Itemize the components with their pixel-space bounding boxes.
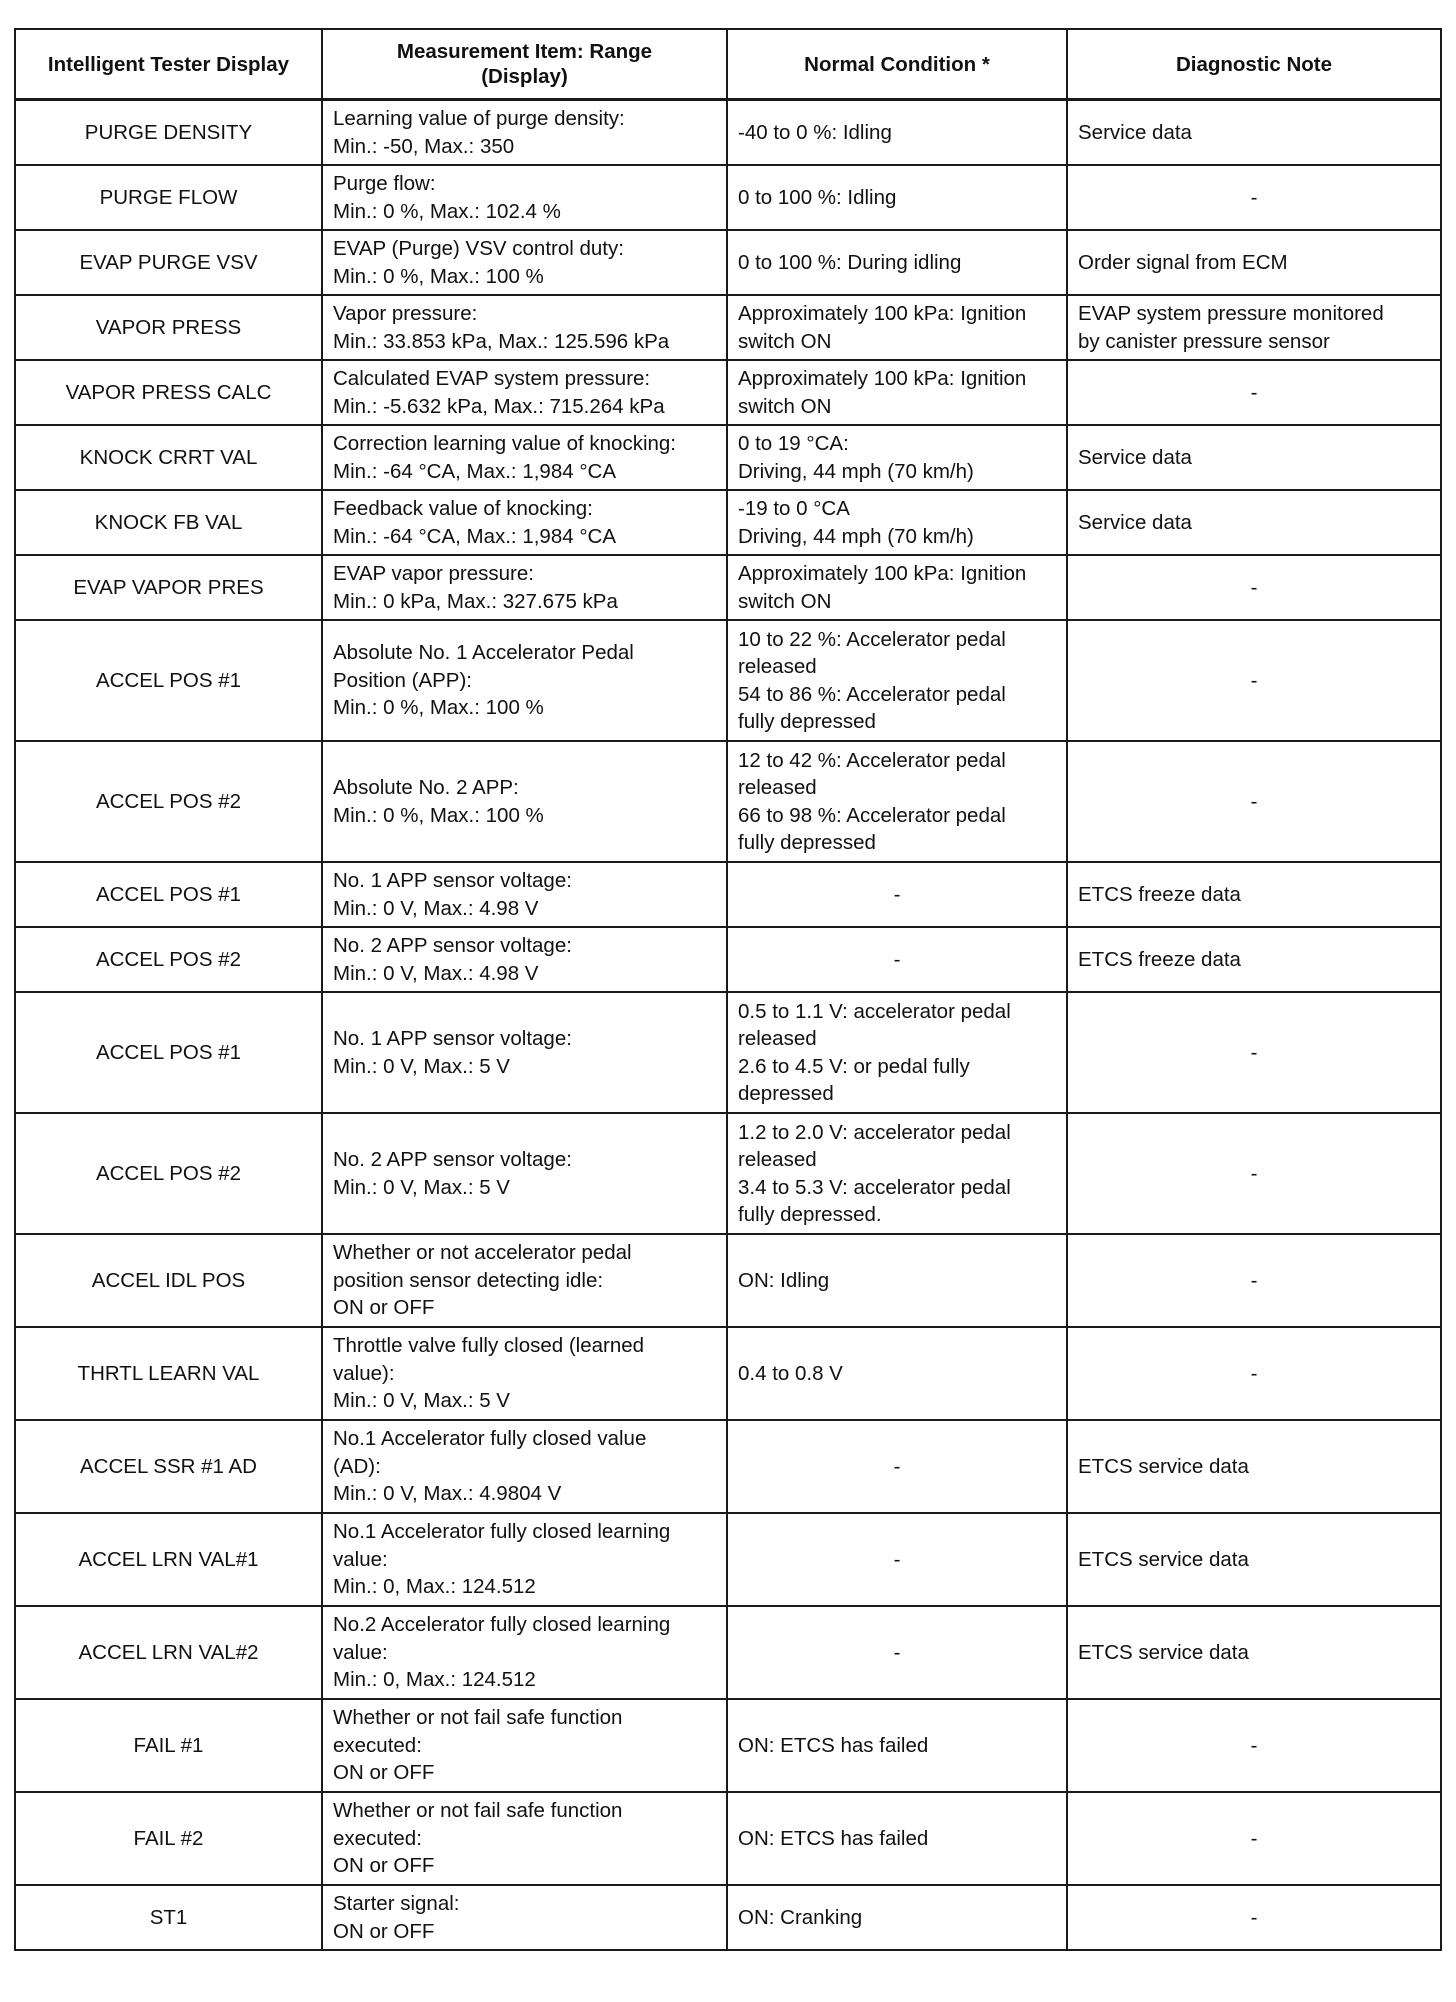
cell-measurement-line: No. 2 APP sensor voltage: — [333, 1148, 572, 1171]
cell-diagnostic-note — [1067, 1234, 1441, 1327]
cell-display: EVAP PURGE VSV — [15, 230, 322, 295]
cell-normal-condition — [727, 927, 1067, 992]
cell-display: FAIL #2 — [15, 1792, 322, 1885]
cell-display: FAIL #1 — [15, 1699, 322, 1792]
cell-measurement-line: Correction learning value of knocking: — [333, 432, 676, 455]
cell-diagnostic-note — [1067, 741, 1441, 862]
cell-normal-condition-line: - — [893, 1640, 901, 1664]
cell-display: EVAP VAPOR PRES — [15, 555, 322, 620]
cell-diagnostic-note — [1067, 992, 1441, 1113]
cell-diagnostic-note — [1067, 1327, 1441, 1420]
cell-measurement — [322, 1792, 727, 1885]
cell-measurement-line: Min.: 0, Max.: 124.512 — [333, 1668, 536, 1692]
cell-normal-condition-line: fully depressed — [738, 710, 876, 733]
cell-measurement-line: position sensor detecting idle: — [333, 1268, 604, 1292]
cell-diagnostic-note-line: EVAP system pressure monitored — [1078, 302, 1384, 325]
table-row — [15, 360, 1441, 425]
cell-measurement-line: No. 2 APP sensor voltage: — [333, 934, 572, 957]
table-row — [15, 1885, 1441, 1950]
table-body — [15, 100, 1441, 1951]
cell-normal-condition-line: 0.4 to 0.8 V — [738, 1361, 843, 1385]
cell-measurement — [322, 741, 727, 862]
cell-normal-condition — [727, 992, 1067, 1113]
cell-diagnostic-note — [1067, 100, 1441, 166]
data-list-table — [14, 28, 1442, 1951]
cell-measurement — [322, 862, 727, 927]
cell-normal-condition-line: Approximately 100 kPa: Ignition — [738, 562, 1027, 585]
cell-diagnostic-note — [1067, 1113, 1441, 1234]
cell-normal-condition-line: ON: ETCS has failed — [738, 1733, 929, 1757]
cell-measurement-line: Min.: -64 °CA, Max.: 1,984 °CA — [333, 459, 616, 483]
cell-measurement-line: Min.: 0 kPa, Max.: 327.675 kPa — [333, 589, 618, 613]
cell-diagnostic-note-line: by canister pressure sensor — [1078, 329, 1330, 353]
table-row — [15, 1113, 1441, 1234]
cell-normal-condition-line: 12 to 42 %: Accelerator pedal — [738, 748, 1006, 772]
cell-normal-condition-line: switch ON — [738, 394, 832, 418]
cell-measurement — [322, 1699, 727, 1792]
cell-measurement-line: Vapor pressure: — [333, 302, 478, 325]
cell-normal-condition-line: Driving, 44 mph (70 km/h) — [738, 459, 974, 483]
cell-normal-condition-line: - — [893, 882, 901, 906]
cell-measurement-line: No. 1 APP sensor voltage: — [333, 1027, 572, 1050]
cell-normal-condition-line: - — [893, 947, 901, 971]
cell-normal-condition — [727, 1513, 1067, 1606]
cell-normal-condition — [727, 165, 1067, 230]
cell-measurement-line: ON or OFF — [333, 1761, 435, 1785]
cell-diagnostic-note — [1067, 1513, 1441, 1606]
cell-normal-condition-line: fully depressed — [738, 831, 876, 854]
cell-measurement-line: Min.: 0 %, Max.: 100 % — [333, 803, 544, 827]
cell-normal-condition-line: Driving, 44 mph (70 km/h) — [738, 524, 974, 548]
cell-diagnostic-note-line: - — [1250, 1733, 1258, 1757]
table-row — [15, 1792, 1441, 1885]
cell-measurement — [322, 295, 727, 360]
cell-measurement-line: Min.: 33.853 kPa, Max.: 125.596 kPa — [333, 329, 670, 353]
table-row — [15, 490, 1441, 555]
cell-measurement-line: Min.: 0 V, Max.: 5 V — [333, 1054, 510, 1078]
cell-normal-condition-line: released — [738, 1148, 817, 1171]
cell-display: ACCEL POS #2 — [15, 1113, 322, 1234]
cell-measurement-line: executed: — [333, 1826, 422, 1850]
table-row — [15, 620, 1441, 741]
cell-measurement-line: Calculated EVAP system pressure: — [333, 367, 651, 390]
cell-diagnostic-note — [1067, 1792, 1441, 1885]
cell-display: ACCEL LRN VAL#1 — [15, 1513, 322, 1606]
cell-measurement-line: Min.: 0 V, Max.: 4.9804 V — [333, 1482, 562, 1506]
cell-measurement-line: EVAP vapor pressure: — [333, 562, 534, 585]
cell-display: PURGE DENSITY — [15, 100, 322, 166]
cell-measurement-line: Min.: 0 %, Max.: 102.4 % — [333, 199, 561, 223]
cell-diagnostic-note-line: - — [1250, 1905, 1258, 1929]
cell-normal-condition-line: 0 to 100 %: Idling — [738, 185, 897, 209]
cell-display: ACCEL POS #1 — [15, 620, 322, 741]
header-display: Intelligent Tester Display — [15, 29, 322, 100]
cell-normal-condition-line: released — [738, 776, 817, 799]
cell-diagnostic-note — [1067, 927, 1441, 992]
cell-measurement-line: (AD): — [333, 1454, 381, 1478]
cell-measurement-line: Learning value of purge density: — [333, 107, 625, 130]
cell-display: ACCEL SSR #1 AD — [15, 1420, 322, 1513]
cell-measurement-line: value: — [333, 1547, 388, 1571]
cell-diagnostic-note-line: - — [1250, 1161, 1258, 1185]
cell-measurement-line: Feedback value of knocking: — [333, 497, 593, 520]
cell-measurement-line: ON or OFF — [333, 1919, 435, 1943]
cell-measurement-line: ON or OFF — [333, 1296, 435, 1320]
table-row — [15, 100, 1441, 166]
cell-measurement-line: Whether or not accelerator pedal — [333, 1241, 632, 1265]
cell-display: ST1 — [15, 1885, 322, 1950]
cell-measurement — [322, 1113, 727, 1234]
cell-diagnostic-note-line: Service data — [1078, 120, 1192, 144]
cell-normal-condition — [727, 555, 1067, 620]
cell-normal-condition-line: released — [738, 1027, 817, 1050]
cell-normal-condition-line: ON: Cranking — [738, 1905, 863, 1929]
cell-measurement — [322, 1327, 727, 1420]
cell-display: THRTL LEARN VAL — [15, 1327, 322, 1420]
cell-measurement-line: Whether or not fail safe function — [333, 1799, 623, 1823]
cell-measurement-line: Min.: 0 %, Max.: 100 % — [333, 264, 544, 288]
cell-measurement-line: Min.: 0 V, Max.: 5 V — [333, 1389, 510, 1413]
cell-normal-condition — [727, 1606, 1067, 1699]
cell-diagnostic-note-line: ETCS freeze data — [1078, 947, 1241, 971]
cell-normal-condition — [727, 425, 1067, 490]
cell-normal-condition — [727, 230, 1067, 295]
table-row — [15, 1606, 1441, 1699]
cell-display: ACCEL POS #2 — [15, 927, 322, 992]
cell-diagnostic-note-line: - — [1250, 380, 1258, 404]
cell-diagnostic-note-line: Order signal from ECM — [1078, 250, 1288, 274]
cell-normal-condition-line: - — [893, 1454, 901, 1478]
cell-normal-condition-line: Approximately 100 kPa: Ignition — [738, 367, 1027, 390]
cell-measurement-line: value): — [333, 1361, 395, 1385]
cell-normal-condition — [727, 1792, 1067, 1885]
table-row — [15, 555, 1441, 620]
cell-measurement-line: Min.: 0 %, Max.: 100 % — [333, 696, 544, 720]
cell-display: KNOCK CRRT VAL — [15, 425, 322, 490]
cell-measurement-line: executed: — [333, 1733, 422, 1757]
cell-diagnostic-note-line: Service data — [1078, 510, 1192, 534]
table-row — [15, 295, 1441, 360]
cell-diagnostic-note-line: - — [1250, 1826, 1258, 1850]
cell-measurement — [322, 425, 727, 490]
cell-measurement — [322, 230, 727, 295]
cell-measurement-line: Starter signal: — [333, 1892, 460, 1915]
cell-normal-condition-line: 1.2 to 2.0 V: accelerator pedal — [738, 1120, 1011, 1144]
cell-measurement — [322, 360, 727, 425]
cell-normal-condition-line: 2.6 to 4.5 V: or pedal fully — [738, 1054, 970, 1078]
cell-normal-condition-line: fully depressed. — [738, 1203, 882, 1226]
cell-measurement-line: value: — [333, 1640, 388, 1664]
cell-diagnostic-note — [1067, 1420, 1441, 1513]
cell-diagnostic-note — [1067, 555, 1441, 620]
cell-measurement — [322, 1420, 727, 1513]
cell-diagnostic-note — [1067, 295, 1441, 360]
cell-measurement — [322, 165, 727, 230]
cell-measurement — [322, 490, 727, 555]
table-row — [15, 230, 1441, 295]
cell-diagnostic-note — [1067, 1885, 1441, 1950]
cell-measurement — [322, 1606, 727, 1699]
cell-measurement-line: No.1 Accelerator fully closed learning — [333, 1520, 671, 1544]
cell-normal-condition-line: 10 to 22 %: Accelerator pedal — [738, 627, 1006, 651]
cell-measurement-line: No.2 Accelerator fully closed learning — [333, 1613, 671, 1637]
header-measurement-line: Measurement Item: Range — [396, 40, 653, 63]
cell-display: KNOCK FB VAL — [15, 490, 322, 555]
cell-display: PURGE FLOW — [15, 165, 322, 230]
cell-measurement — [322, 927, 727, 992]
cell-diagnostic-note — [1067, 425, 1441, 490]
cell-normal-condition — [727, 360, 1067, 425]
cell-display: ACCEL LRN VAL#2 — [15, 1606, 322, 1699]
cell-normal-condition-line: Approximately 100 kPa: Ignition — [738, 302, 1027, 325]
cell-diagnostic-note — [1067, 620, 1441, 741]
cell-diagnostic-note — [1067, 230, 1441, 295]
table-row — [15, 1327, 1441, 1420]
cell-measurement — [322, 555, 727, 620]
cell-diagnostic-note-line: - — [1250, 1268, 1258, 1292]
header-measurement — [322, 29, 727, 100]
table-row — [15, 741, 1441, 862]
cell-diagnostic-note-line: ETCS service data — [1078, 1547, 1249, 1571]
cell-measurement-line: Absolute No. 1 Accelerator Pedal — [333, 641, 634, 665]
cell-diagnostic-note — [1067, 1699, 1441, 1792]
cell-diagnostic-note-line: - — [1250, 789, 1258, 813]
cell-measurement — [322, 1513, 727, 1606]
header-note: Diagnostic Note — [1067, 29, 1441, 100]
cell-display: ACCEL POS #1 — [15, 992, 322, 1113]
cell-measurement-line: Min.: -5.632 kPa, Max.: 715.264 kPa — [333, 394, 665, 418]
cell-measurement — [322, 992, 727, 1113]
header-normal: Normal Condition * — [727, 29, 1067, 100]
cell-display: ACCEL IDL POS — [15, 1234, 322, 1327]
table-row — [15, 992, 1441, 1113]
table-row — [15, 1234, 1441, 1327]
table-row — [15, 425, 1441, 490]
cell-diagnostic-note-line: - — [1250, 668, 1258, 692]
cell-measurement-line: ON or OFF — [333, 1854, 435, 1878]
header-measurement-line: (Display) — [481, 65, 568, 88]
document-page — [14, 28, 1440, 1951]
cell-normal-condition-line: - — [893, 1547, 901, 1571]
cell-normal-condition-line: switch ON — [738, 589, 832, 613]
cell-normal-condition-line: ON: ETCS has failed — [738, 1826, 929, 1850]
table-row — [15, 1420, 1441, 1513]
cell-diagnostic-note-line: - — [1250, 575, 1258, 599]
table-row — [15, 862, 1441, 927]
cell-measurement-line: Purge flow: — [333, 172, 436, 195]
cell-normal-condition — [727, 741, 1067, 862]
cell-diagnostic-note — [1067, 360, 1441, 425]
cell-measurement-line: Min.: 0, Max.: 124.512 — [333, 1575, 536, 1599]
cell-measurement-line: Min.: 0 V, Max.: 5 V — [333, 1175, 510, 1199]
cell-measurement — [322, 1234, 727, 1327]
cell-normal-condition — [727, 1420, 1067, 1513]
cell-diagnostic-note — [1067, 1606, 1441, 1699]
cell-diagnostic-note-line: ETCS service data — [1078, 1640, 1249, 1664]
cell-normal-condition — [727, 295, 1067, 360]
cell-normal-condition-line: 0.5 to 1.1 V: accelerator pedal — [738, 999, 1011, 1023]
cell-normal-condition-line: 66 to 98 %: Accelerator pedal — [738, 803, 1006, 827]
table-row — [15, 1513, 1441, 1606]
cell-normal-condition-line: released — [738, 655, 817, 678]
cell-diagnostic-note-line: - — [1250, 185, 1258, 209]
cell-normal-condition — [727, 862, 1067, 927]
cell-measurement-line: EVAP (Purge) VSV control duty: — [333, 237, 624, 260]
cell-measurement-line: Min.: 0 V, Max.: 4.98 V — [333, 961, 539, 985]
cell-display: ACCEL POS #1 — [15, 862, 322, 927]
cell-diagnostic-note — [1067, 165, 1441, 230]
cell-normal-condition — [727, 1699, 1067, 1792]
cell-diagnostic-note — [1067, 490, 1441, 555]
table-header-row — [15, 29, 1441, 100]
cell-diagnostic-note-line: Service data — [1078, 445, 1192, 469]
table-row — [15, 165, 1441, 230]
cell-measurement-line: Min.: -50, Max.: 350 — [333, 134, 515, 158]
table-row — [15, 1699, 1441, 1792]
cell-diagnostic-note-line: ETCS freeze data — [1078, 882, 1241, 906]
cell-display: ACCEL POS #2 — [15, 741, 322, 862]
cell-normal-condition — [727, 1234, 1067, 1327]
cell-normal-condition — [727, 1327, 1067, 1420]
cell-normal-condition-line: 3.4 to 5.3 V: accelerator pedal — [738, 1175, 1011, 1199]
cell-normal-condition — [727, 620, 1067, 741]
cell-normal-condition-line: ON: Idling — [738, 1268, 830, 1292]
cell-normal-condition-line: depressed — [738, 1082, 834, 1105]
cell-measurement-line: Position (APP): — [333, 668, 472, 692]
table-row — [15, 927, 1441, 992]
cell-measurement — [322, 620, 727, 741]
cell-normal-condition — [727, 490, 1067, 555]
cell-normal-condition-line: 0 to 100 %: During idling — [738, 250, 962, 274]
cell-normal-condition-line: -40 to 0 %: Idling — [738, 120, 892, 144]
cell-normal-condition — [727, 1885, 1067, 1950]
cell-display: VAPOR PRESS CALC — [15, 360, 322, 425]
cell-measurement-line: Min.: 0 V, Max.: 4.98 V — [333, 896, 539, 920]
cell-diagnostic-note-line: ETCS service data — [1078, 1454, 1249, 1478]
cell-normal-condition-line: 54 to 86 %: Accelerator pedal — [738, 682, 1006, 706]
cell-normal-condition — [727, 100, 1067, 166]
cell-measurement-line: Throttle valve fully closed (learned — [333, 1334, 645, 1358]
cell-measurement-line: Whether or not fail safe function — [333, 1706, 623, 1730]
cell-measurement-line: No. 1 APP sensor voltage: — [333, 869, 572, 892]
cell-diagnostic-note-line: - — [1250, 1040, 1258, 1064]
cell-measurement-line: Min.: -64 °CA, Max.: 1,984 °CA — [333, 524, 616, 548]
cell-measurement — [322, 1885, 727, 1950]
cell-normal-condition-line: 0 to 19 °CA: — [738, 432, 849, 455]
cell-measurement-line: No.1 Accelerator fully closed value — [333, 1427, 647, 1451]
cell-display: VAPOR PRESS — [15, 295, 322, 360]
cell-measurement-line: Absolute No. 2 APP: — [333, 776, 519, 799]
cell-diagnostic-note-line: - — [1250, 1361, 1258, 1385]
cell-normal-condition — [727, 1113, 1067, 1234]
cell-normal-condition-line: -19 to 0 °CA — [738, 497, 850, 520]
cell-diagnostic-note — [1067, 862, 1441, 927]
cell-measurement — [322, 100, 727, 166]
cell-normal-condition-line: switch ON — [738, 329, 832, 353]
